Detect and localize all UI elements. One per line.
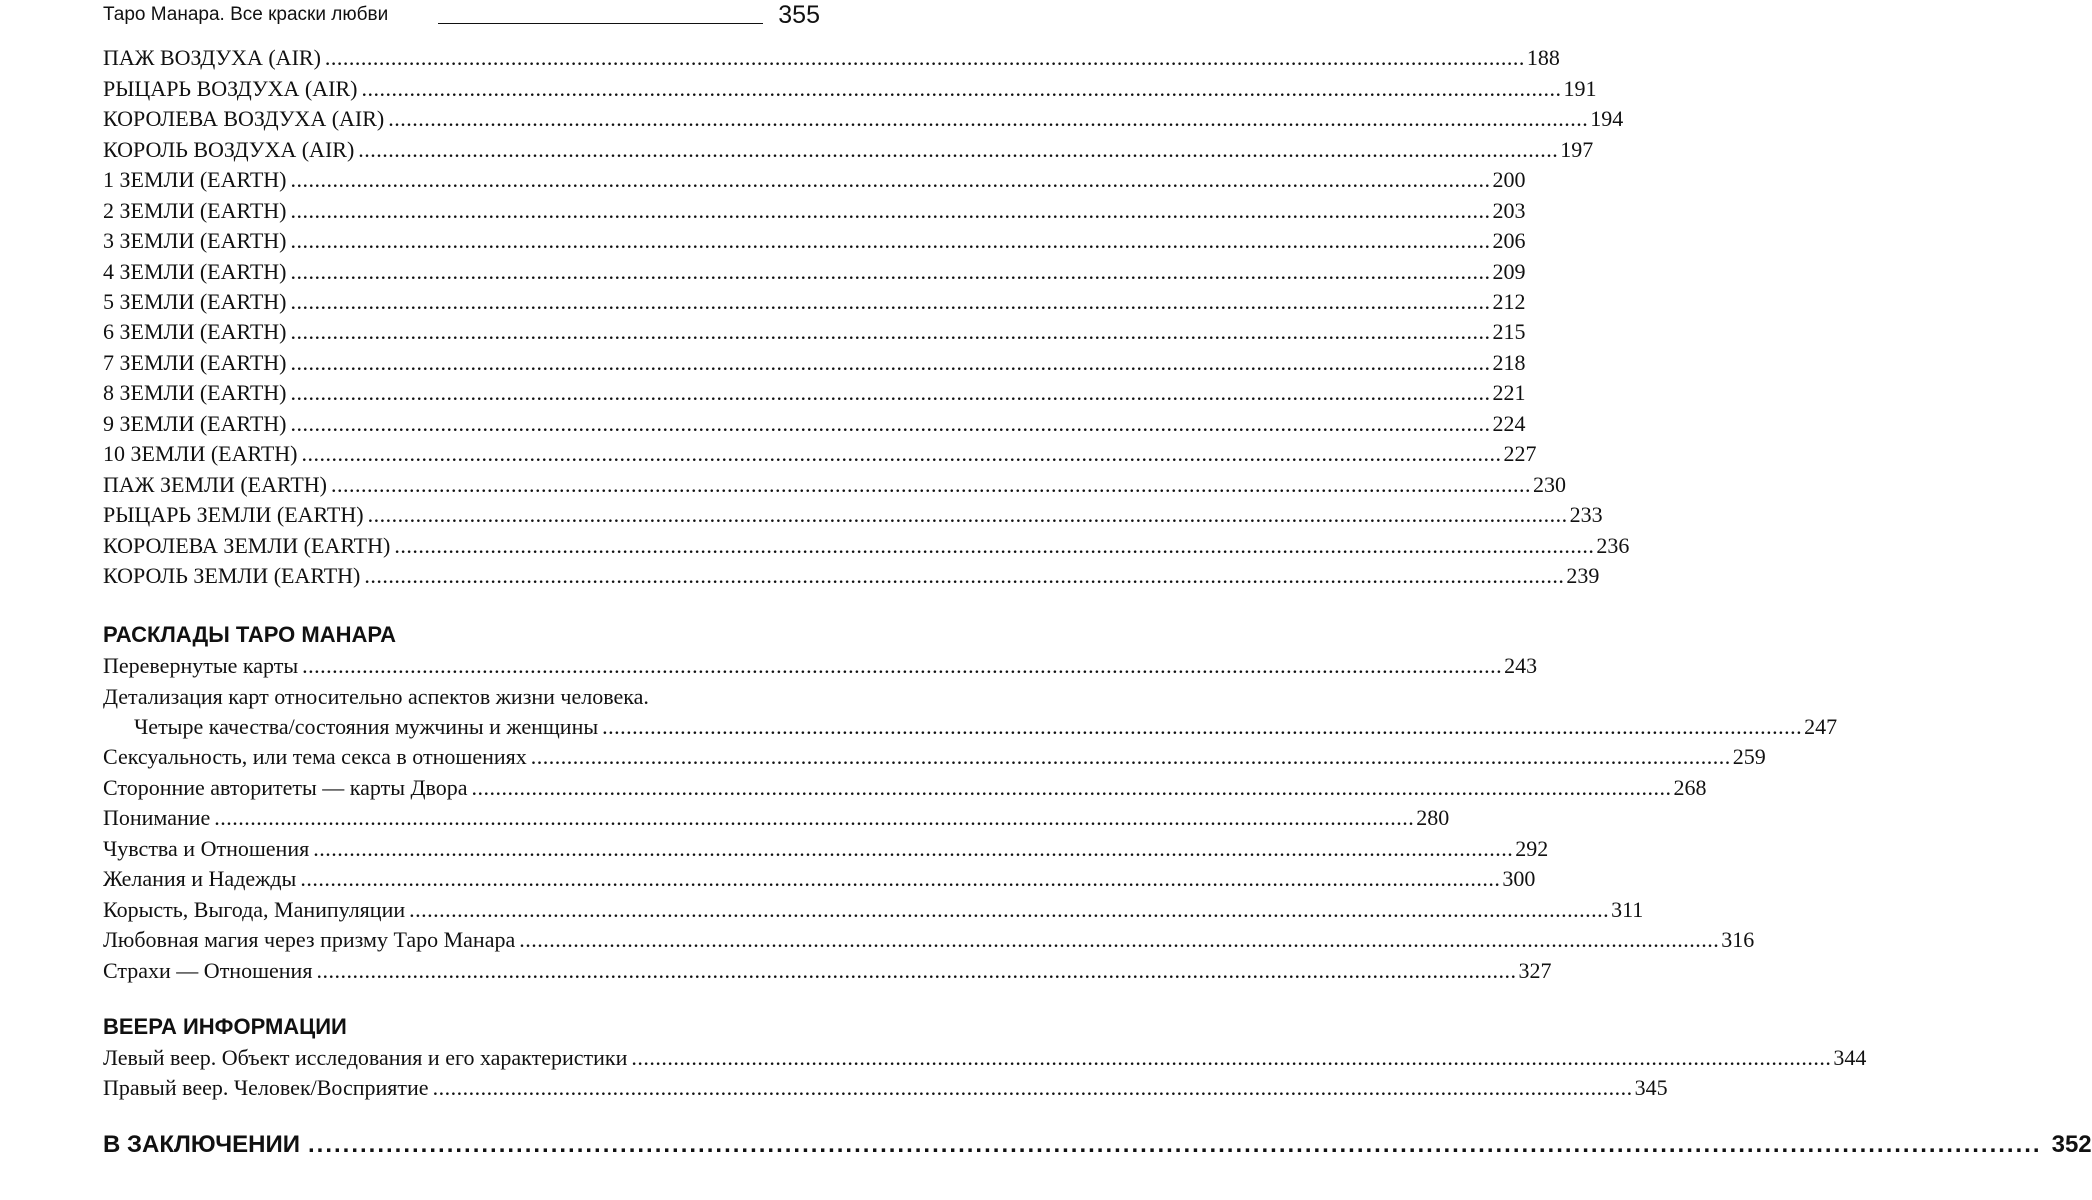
dot-leader: ........................................................................................................................................................................................................: [432, 1075, 1633, 1100]
toc-entry-label: Понимание: [103, 805, 211, 830]
toc-entry-page: 218: [1492, 350, 1526, 375]
dot-leader: ........................................................................................................................................................................................................: [290, 259, 1491, 284]
toc-entry[interactable]: [103, 380, 1526, 406]
toc-entry[interactable]: [103, 167, 1526, 193]
toc-entry-label: Сексуальность, или тема секса в отношениях: [103, 744, 527, 769]
toc-entry[interactable]: [103, 228, 1526, 254]
toc-entry-page: 215: [1492, 319, 1526, 344]
toc-entry-label: КОРОЛЕВА ЗЕМЛИ (EARTH): [103, 533, 391, 558]
toc-entry-page: 233: [1569, 502, 1603, 527]
toc-entry-label: 2 ЗЕМЛИ (EARTH): [103, 198, 287, 223]
toc-entry-label: КОРОЛЬ ВОЗДУХА (AIR): [103, 137, 355, 162]
toc-entry[interactable]: [103, 198, 1526, 224]
toc-entry-label: КОРОЛЬ ЗЕМЛИ (EARTH): [103, 563, 361, 588]
toc-entry-page: 311: [1611, 897, 1644, 922]
toc-entry-label: 4 ЗЕМЛИ (EARTH): [103, 259, 287, 284]
book-title: Таро Манара. Все краски любви: [103, 4, 389, 25]
toc-entry[interactable]: [103, 653, 1538, 679]
toc-entry[interactable]: [103, 259, 1526, 285]
toc-entry[interactable]: [103, 1075, 1668, 1101]
toc-entry-page: 345: [1634, 1075, 1668, 1100]
toc-entry[interactable]: [103, 805, 1450, 831]
toc-entry-label: Любовная магия через призму Таро Манара: [103, 927, 516, 952]
section-heading-fans: ВЕЕРА ИНФОРМАЦИИ: [103, 1014, 347, 1039]
toc-entry[interactable]: [103, 319, 1526, 345]
dot-leader: ........................................................................................................................................................................................................: [302, 653, 1503, 678]
dot-leader: ........................................................................................................................................................................................................: [602, 714, 1803, 739]
toc-entry-page: 194: [1590, 106, 1624, 131]
toc-entry-page: 300: [1502, 866, 1536, 891]
toc-entry-label: 3 ЗЕМЛИ (EARTH): [103, 228, 287, 253]
toc-entry[interactable]: [103, 350, 1526, 376]
toc-entry[interactable]: [103, 76, 1597, 102]
toc-entry-label: 5 ЗЕМЛИ (EARTH): [103, 289, 287, 314]
dot-leader: ........................................................................................................................................................................................................: [301, 441, 1502, 466]
running-header: [103, 2, 820, 30]
toc-entry-label: Четыре качества/состояния мужчины и женщины: [134, 714, 599, 739]
toc-entry-page: 236: [1596, 533, 1630, 558]
toc-entry[interactable]: [103, 775, 1707, 801]
toc-entry-label: Страхи — Отношения: [103, 958, 313, 983]
dot-leader: ........................................................................................................................................................................................................: [358, 137, 1559, 162]
toc-entry-label: Правый веер. Человек/Восприятие: [103, 1075, 429, 1100]
toc-entry-page: 352: [2051, 1131, 2092, 1158]
dot-leader: ........................................................................................................................................................................................................: [388, 106, 1589, 131]
toc-entry[interactable]: [103, 441, 1537, 467]
dot-leader: ........................................................................................................................................................................................................: [290, 198, 1491, 223]
toc-entry[interactable]: [103, 472, 1566, 498]
toc-entry-label: Перевернутые карты: [103, 653, 299, 678]
toc-entry-page: 197: [1560, 137, 1594, 162]
dot-leader: ........................................................................................................................................................................................................: [367, 502, 1568, 527]
toc-entry-label: Корысть, Выгода, Манипуляции: [103, 897, 406, 922]
dot-leader: ........................................................................................................................................................................................................: [324, 45, 1525, 70]
dot-leader: ........................................................................................................................................................................................................: [313, 836, 1514, 861]
toc-entry-page: 268: [1673, 775, 1707, 800]
dot-leader: ........................................................................................................................................................................................................: [519, 927, 1720, 952]
toc-entry-page: 200: [1492, 167, 1526, 192]
toc-entry-label: КОРОЛЕВА ВОЗДУХА (AIR): [103, 106, 385, 131]
dot-leader: ........................................................................................................................................................................................................: [394, 533, 1595, 558]
toc-entry-page: 227: [1503, 441, 1537, 466]
dot-leader: ........................................................................................................................................................................................................: [530, 744, 1731, 769]
toc-entry-page: 209: [1492, 259, 1526, 284]
toc-entry[interactable]: [103, 533, 1630, 559]
toc-entry-label: Левый веер. Объект исследования и его характеристики: [103, 1045, 628, 1070]
toc-entry[interactable]: [103, 45, 1560, 71]
toc-entry-first-line[interactable]: [103, 684, 820, 710]
toc-entry[interactable]: [103, 866, 1536, 892]
toc-entry-page: 247: [1804, 714, 1838, 739]
toc-entry-label: 8 ЗЕМЛИ (EARTH): [103, 380, 287, 405]
dot-leader: ........................................................................................................................................................................................................: [290, 319, 1491, 344]
toc-entry[interactable]: [103, 836, 1549, 862]
dot-leader: ........................................................................................................................................................................................................: [290, 411, 1491, 436]
toc-entry[interactable]: [103, 502, 1603, 528]
toc-entry-label: Чувства и Отношения: [103, 836, 310, 861]
toc-entry-page: 191: [1563, 76, 1597, 101]
dot-leader: ........................................................................................................................................................................................................: [316, 958, 1517, 983]
toc-entry-page: 344: [1833, 1045, 1867, 1070]
toc-entry-label: 6 ЗЕМЛИ (EARTH): [103, 319, 287, 344]
dot-leader: ........................................................................................................................................................................................................: [471, 775, 1672, 800]
header-rule: [438, 23, 763, 24]
toc-entry-page: 188: [1526, 45, 1560, 70]
toc-entry-page: 280: [1416, 805, 1450, 830]
dot-leader: ........................................................................................................................................................................................................: [290, 350, 1491, 375]
dot-leader: ........................................................................................................................................................................................................: [631, 1045, 1832, 1070]
toc-entry-page: 292: [1515, 836, 1549, 861]
toc-entry-conclusion[interactable]: [103, 1131, 2092, 1159]
toc-entry[interactable]: [103, 1045, 1867, 1071]
toc-entry-page: 206: [1492, 228, 1526, 253]
toc-entry[interactable]: [103, 411, 1526, 437]
toc-entry-label: 1 ЗЕМЛИ (EARTH): [103, 167, 287, 192]
dot-leader: ........................................................................................................................................................................................................: [290, 380, 1491, 405]
toc-entry-label: ПАЖ ВОЗДУХА (AIR): [103, 45, 321, 70]
dot-leader: ........................................................................................................................................................................................................: [364, 563, 1565, 588]
page-number: 355: [778, 1, 820, 29]
toc-entry-label: ПАЖ ЗЕМЛИ (EARTH): [103, 472, 327, 497]
toc-entry[interactable]: [103, 289, 1526, 315]
dot-leader: ........................................................................................................................................................................................................: [290, 289, 1491, 314]
toc-entry-label: Желания и Надежды: [103, 866, 297, 891]
dot-leader: ........................................................................................................................................................................................................: [361, 76, 1562, 101]
toc-entry-page: 316: [1721, 927, 1755, 952]
dot-leader: ........................................................................................................................................................................................................: [290, 167, 1491, 192]
toc-entry-label: Сторонние авторитеты — карты Двора: [103, 775, 468, 800]
toc-entry-page: 203: [1492, 198, 1526, 223]
toc-entry-label: 7 ЗЕМЛИ (EARTH): [103, 350, 287, 375]
dot-leader: ........................................................................................................................................................................................................: [290, 228, 1491, 253]
toc-entry-page: 243: [1504, 653, 1538, 678]
toc-entry-page: 212: [1492, 289, 1526, 314]
dot-leader: ........................................................................................................................................................................................................: [330, 472, 1531, 497]
toc-entry-page: 230: [1532, 472, 1566, 497]
toc-entry-continuation[interactable]: [134, 714, 1838, 740]
toc-entry[interactable]: [103, 106, 1624, 132]
dot-leader: ........................................................................................................................................................................................................: [214, 805, 1415, 830]
toc-entry[interactable]: [103, 897, 1644, 923]
toc-entry[interactable]: [103, 744, 1766, 770]
dot-leader: ........................................................................................................................................................................................................: [308, 1131, 2042, 1158]
toc-entry-label: Детализация карт относительно аспектов жизни человека.: [103, 684, 649, 709]
toc-entry-label: В ЗАКЛЮЧЕНИИ: [103, 1131, 300, 1158]
toc-entry-page: 239: [1566, 563, 1600, 588]
toc-entry-label: РЫЦАРЬ ВОЗДУХА (AIR): [103, 76, 358, 101]
dot-leader: ........................................................................................................................................................................................................: [409, 897, 1610, 922]
toc-entry-label: 10 ЗЕМЛИ (EARTH): [103, 441, 298, 466]
toc-entry-label: РЫЦАРЬ ЗЕМЛИ (EARTH): [103, 502, 364, 527]
toc-entry-page: 221: [1492, 380, 1526, 405]
toc-entry[interactable]: [103, 927, 1755, 953]
dot-leader: ........................................................................................................................................................................................................: [300, 866, 1501, 891]
toc-entry-page: 259: [1732, 744, 1766, 769]
toc-entry[interactable]: [103, 563, 1600, 589]
section-heading-spreads: РАСКЛАДЫ ТАРО МАНАРА: [103, 622, 397, 647]
toc-entry[interactable]: [103, 958, 1552, 984]
toc-entry-label: 9 ЗЕМЛИ (EARTH): [103, 411, 287, 436]
toc-entry-page: 327: [1518, 958, 1552, 983]
toc-entry[interactable]: [103, 137, 1594, 163]
toc-entry-page: 224: [1492, 411, 1526, 436]
